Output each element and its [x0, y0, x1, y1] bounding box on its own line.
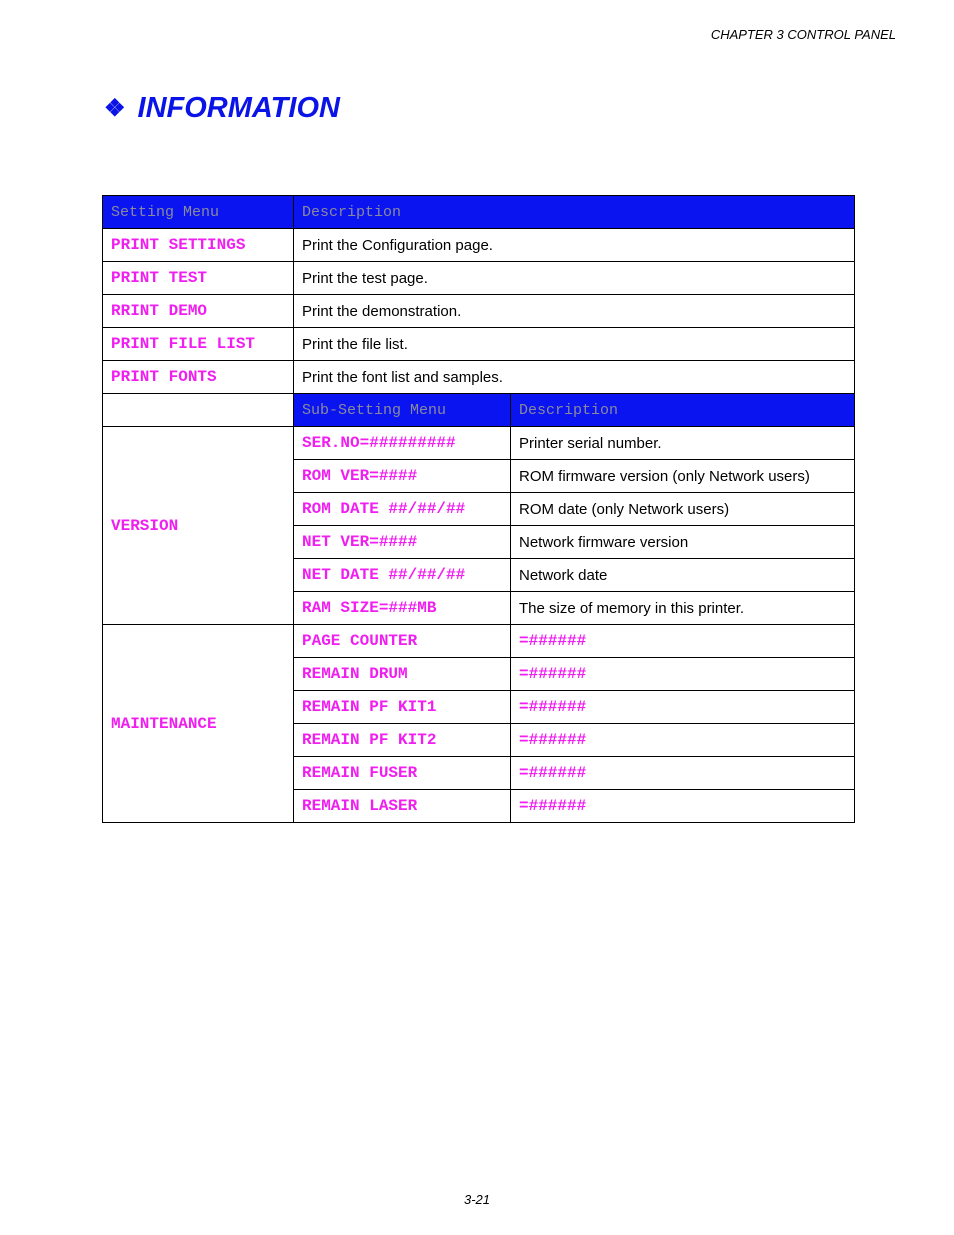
sub-setting-cell: ROM VER=####	[294, 460, 511, 493]
setting-print-file-list: PRINT FILE LIST	[103, 328, 294, 361]
header-sub-setting-menu: Sub-Setting Menu	[294, 394, 511, 427]
setting-version: VERSION	[103, 427, 294, 625]
value-cell: =######	[511, 757, 855, 790]
sub-setting-cell: NET DATE ##/##/##	[294, 559, 511, 592]
value-cell: =######	[511, 625, 855, 658]
information-table	[102, 195, 855, 823]
table-row	[103, 361, 855, 394]
header-setting-menu: Setting Menu	[103, 196, 294, 229]
sub-setting-cell: REMAIN FUSER	[294, 757, 511, 790]
description-cell: Print the file list.	[294, 328, 855, 361]
table-header-row	[103, 196, 855, 229]
setting-maintenance: MAINTENANCE	[103, 625, 294, 823]
sub-header-row	[103, 394, 855, 427]
description-cell: ROM date (only Network users)	[511, 493, 855, 526]
page-header: CHAPTER 3 CONTROL PANEL	[710, 27, 896, 42]
section-title-text: INFORMATION	[137, 92, 340, 124]
description-cell: Network firmware version	[511, 526, 855, 559]
sub-setting-cell: REMAIN LASER	[294, 790, 511, 823]
header-description: Description	[294, 196, 855, 229]
sub-setting-cell: REMAIN PF KIT1	[294, 691, 511, 724]
value-cell: =######	[511, 691, 855, 724]
table-row	[103, 229, 855, 262]
table-row	[103, 328, 855, 361]
setting-print-settings: PRINT SETTINGS	[103, 229, 294, 262]
header-sub-description: Description	[511, 394, 855, 427]
description-cell: ROM firmware version (only Network users)	[511, 460, 855, 493]
sub-setting-cell: REMAIN DRUM	[294, 658, 511, 691]
sub-setting-cell: REMAIN PF KIT2	[294, 724, 511, 757]
value-cell: =######	[511, 658, 855, 691]
sub-setting-cell: SER.NO=#########	[294, 427, 511, 460]
table-row	[103, 427, 855, 460]
value-cell: =######	[511, 724, 855, 757]
sub-setting-cell: RAM SIZE=###MB	[294, 592, 511, 625]
section-title	[104, 92, 340, 125]
description-cell: Print the Configuration page.	[294, 229, 855, 262]
description-cell: Print the demonstration.	[294, 295, 855, 328]
description-cell: Printer serial number.	[511, 427, 855, 460]
blank-cell	[103, 394, 294, 427]
sub-setting-cell: ROM DATE ##/##/##	[294, 493, 511, 526]
description-cell: Network date	[511, 559, 855, 592]
value-cell: =######	[511, 790, 855, 823]
sub-setting-cell: NET VER=####	[294, 526, 511, 559]
table-row	[103, 295, 855, 328]
setting-print-test: PRINT TEST	[103, 262, 294, 295]
setting-print-fonts: PRINT FONTS	[103, 361, 294, 394]
table-row	[103, 262, 855, 295]
description-cell: The size of memory in this printer.	[511, 592, 855, 625]
setting-print-demo: RRINT DEMO	[103, 295, 294, 328]
table-row	[103, 625, 855, 658]
page-number: 3-21	[463, 1192, 491, 1207]
description-cell: Print the font list and samples.	[294, 361, 855, 394]
sub-setting-cell: PAGE COUNTER	[294, 625, 511, 658]
diamond-bullet-icon: ❖	[104, 94, 126, 122]
description-cell: Print the test page.	[294, 262, 855, 295]
